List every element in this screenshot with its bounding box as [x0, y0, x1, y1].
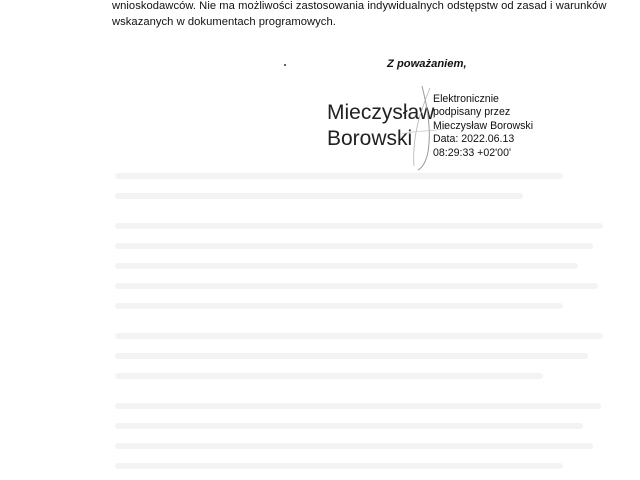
letter-body-line: wskazanych w dokumentach programowych.	[112, 16, 336, 28]
letter-body-line: wnioskodawców. Nie ma możliwości zastosowania indywidualnych odstępstw od zasad i warunków	[112, 0, 607, 12]
signature-meta-line: podpisany przez	[433, 106, 511, 119]
signer-last-name: Borowski	[327, 127, 413, 150]
signer-first-name: Mieczysław	[327, 101, 435, 124]
signature-date: Data: 2022.06.13	[433, 133, 515, 146]
digital-signature-info	[433, 93, 533, 160]
signature-meta-line: Mieczysław Borowski	[433, 119, 534, 132]
stray-dot	[284, 64, 286, 66]
signature-meta-line: Elektronicznie	[433, 93, 499, 105]
closing-salutation: Z poważaniem,	[387, 58, 467, 70]
signature-time: 08:29:33 +02'00'	[433, 146, 511, 159]
letter-body	[112, 0, 607, 30]
